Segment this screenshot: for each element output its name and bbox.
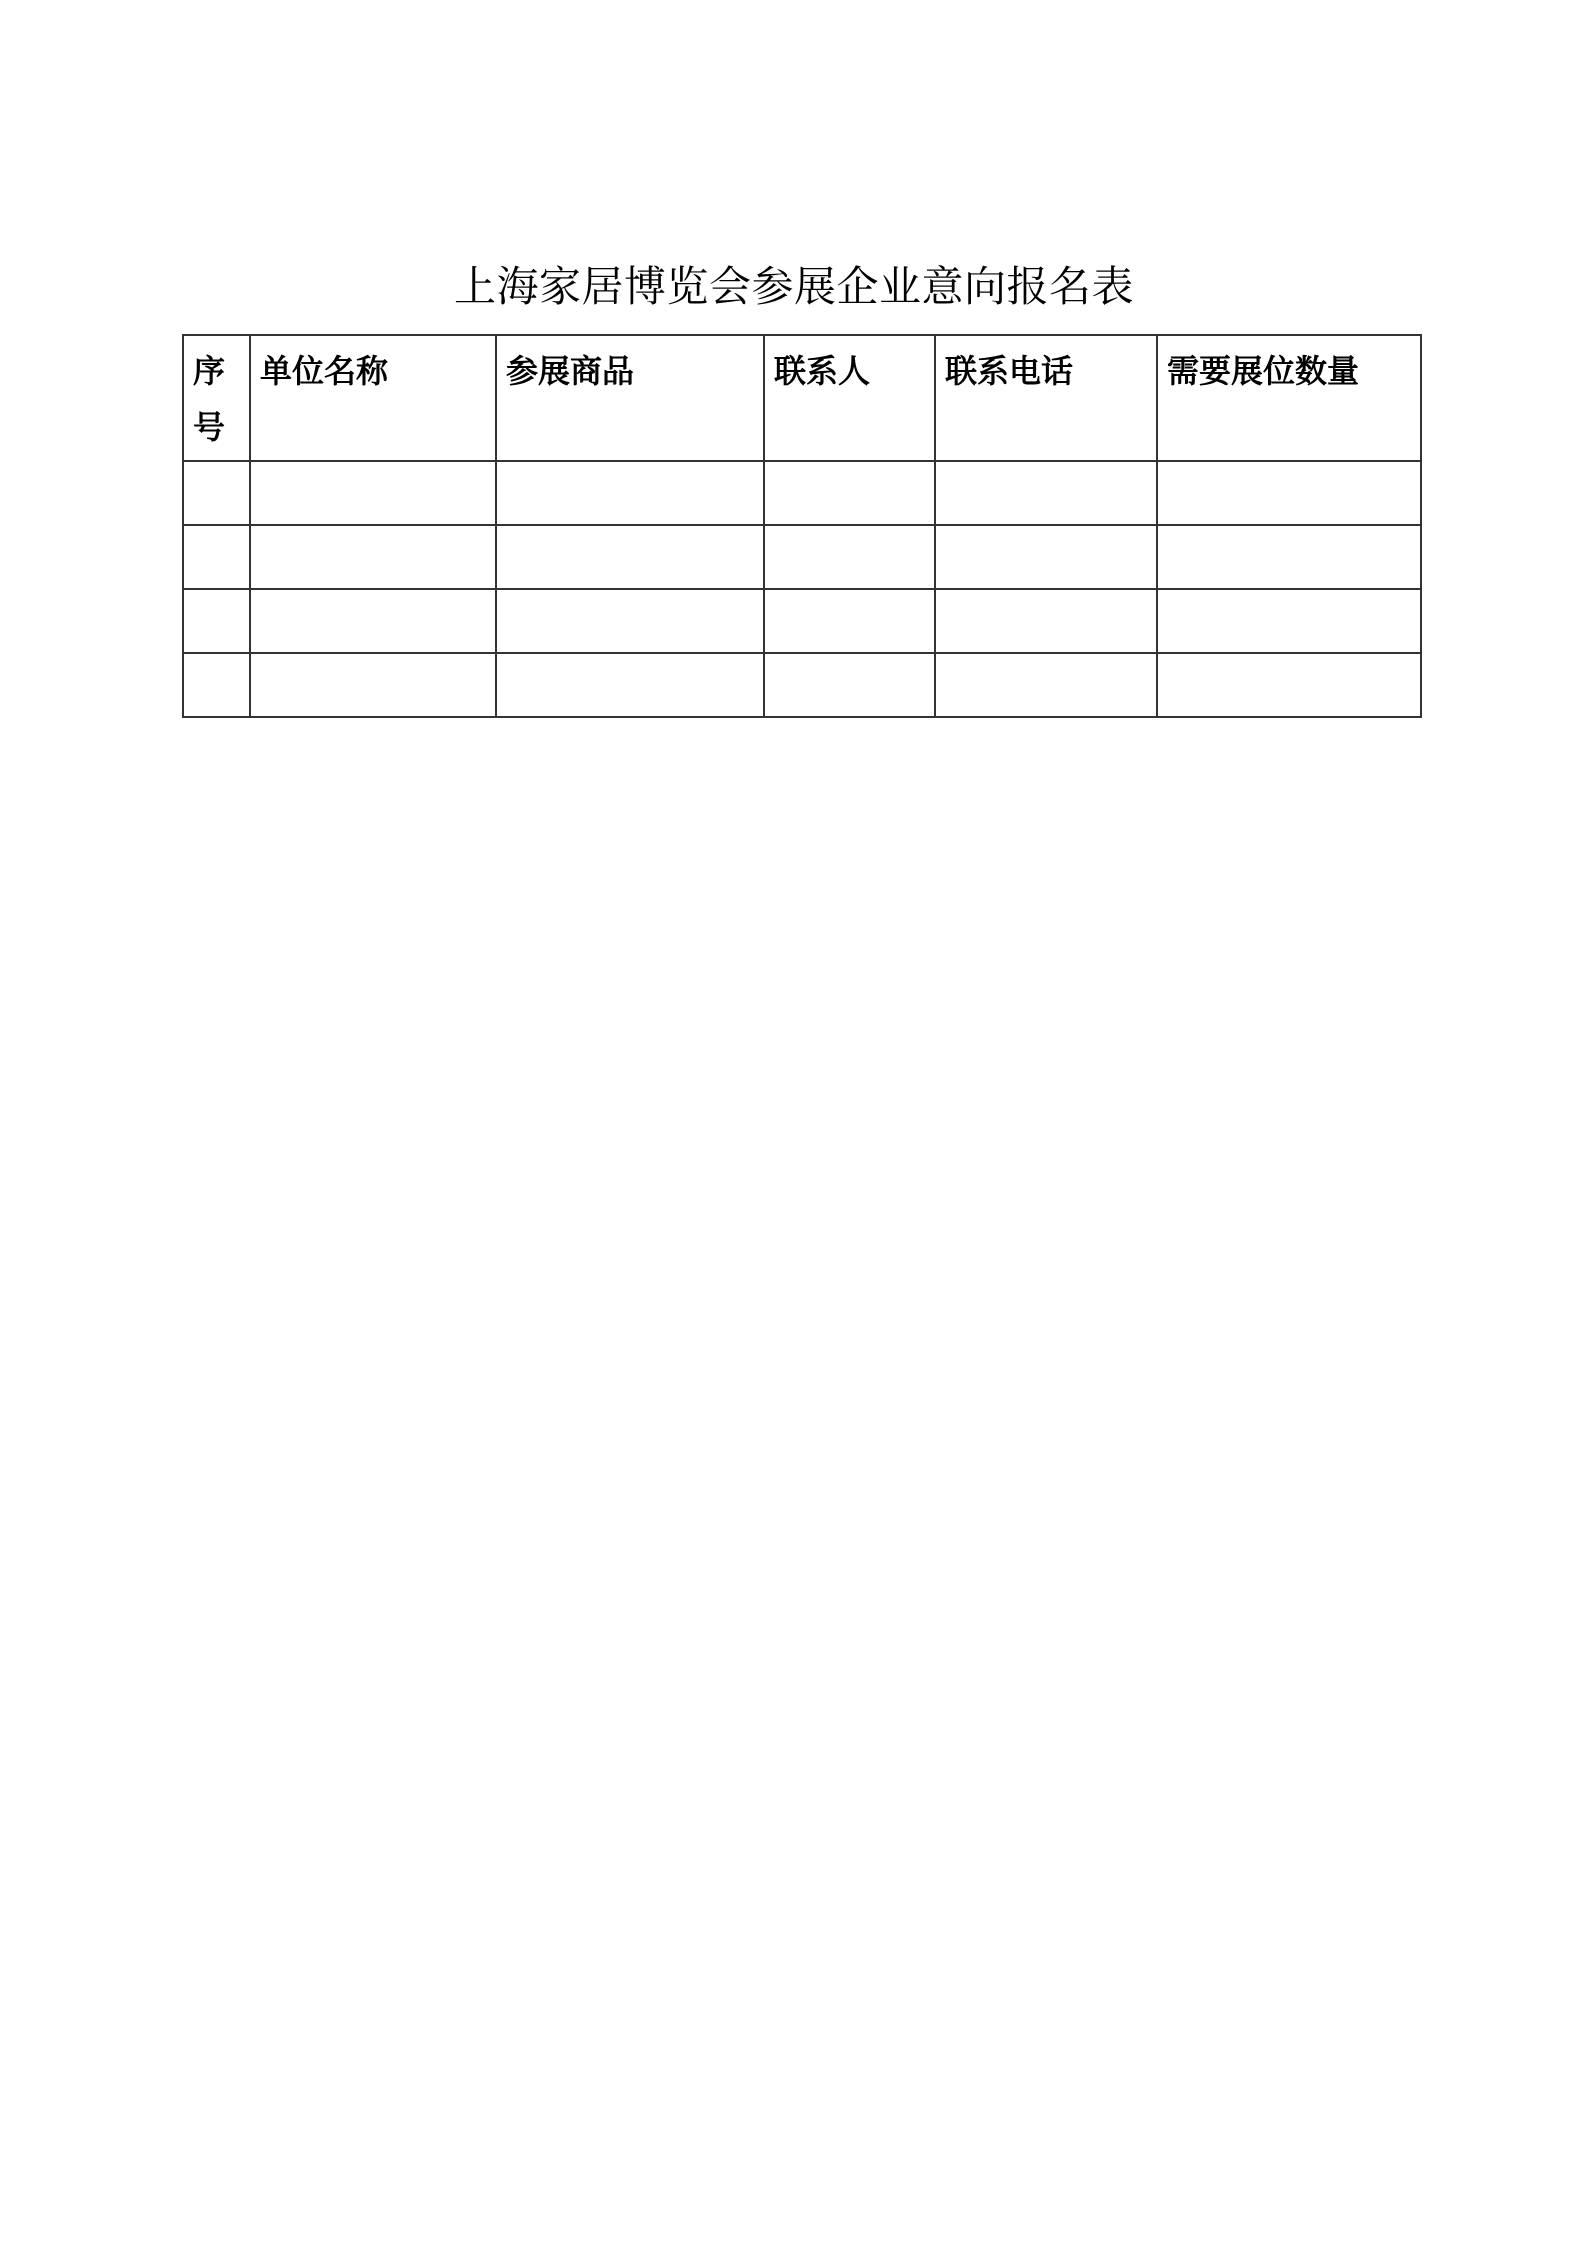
cell-serial-number[interactable] [183,653,250,717]
cell-company-name[interactable] [250,525,496,589]
cell-contact-person[interactable] [764,461,935,525]
cell-contact-phone[interactable] [935,525,1157,589]
col-header-serial-number: 序号 [183,335,250,461]
cell-company-name[interactable] [250,589,496,653]
cell-company-name[interactable] [250,461,496,525]
table-header-row [183,335,1421,461]
table-row [183,525,1421,589]
col-header-contact-phone: 联系电话 [935,335,1157,461]
page-title: 上海家居博览会参展企业意向报名表 [453,265,1134,311]
cell-booth-quantity[interactable] [1157,461,1421,525]
col-header-contact-person: 联系人 [764,335,935,461]
cell-contact-phone[interactable] [935,589,1157,653]
cell-booth-quantity[interactable] [1157,589,1421,653]
col-header-exhibit-products: 参展商品 [496,335,764,461]
cell-booth-quantity[interactable] [1157,525,1421,589]
cell-exhibit-products[interactable] [496,589,764,653]
cell-contact-person[interactable] [764,653,935,717]
cell-contact-phone[interactable] [935,653,1157,717]
cell-serial-number[interactable] [183,589,250,653]
cell-contact-person[interactable] [764,525,935,589]
table-row [183,461,1421,525]
cell-contact-person[interactable] [764,589,935,653]
cell-exhibit-products[interactable] [496,653,764,717]
table-row [183,653,1421,717]
cell-contact-phone[interactable] [935,461,1157,525]
cell-booth-quantity[interactable] [1157,653,1421,717]
cell-serial-number[interactable] [183,461,250,525]
col-header-company-name: 单位名称 [250,335,496,461]
cell-exhibit-products[interactable] [496,461,764,525]
cell-company-name[interactable] [250,653,496,717]
cell-serial-number[interactable] [183,525,250,589]
table-row [183,589,1421,653]
col-header-booth-quantity: 需要展位数量 [1157,335,1421,461]
registration-table [182,334,1422,718]
cell-exhibit-products[interactable] [496,525,764,589]
